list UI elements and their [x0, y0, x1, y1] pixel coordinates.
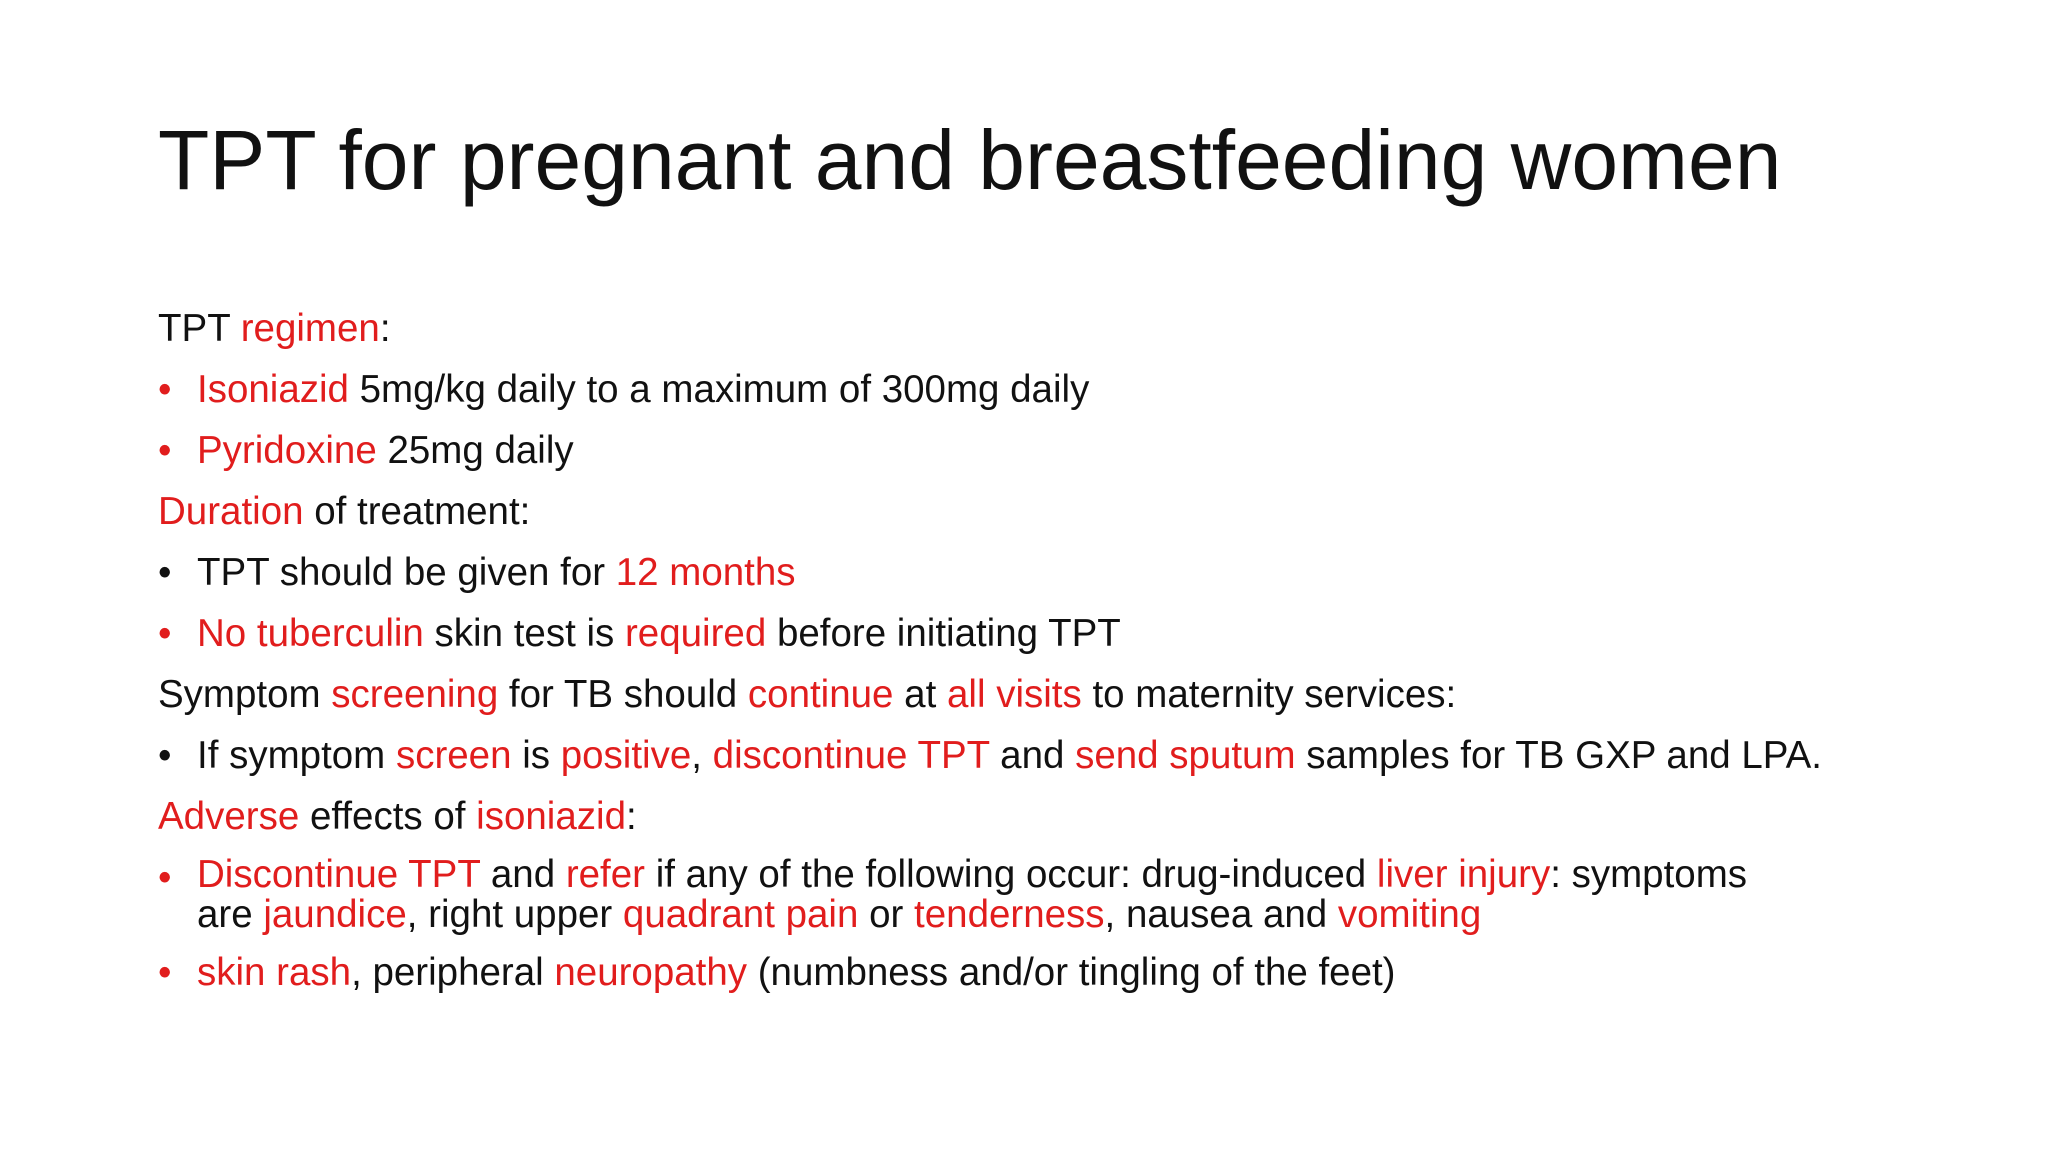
line-text [197, 855, 2018, 935]
text-segment: , [691, 734, 713, 777]
bullet-mark: • [158, 951, 172, 994]
highlighted-term: tenderness [914, 893, 1105, 936]
highlighted-term: required [624, 612, 767, 655]
bullet-item [158, 611, 2018, 657]
text-segment: is [511, 734, 561, 777]
text-segment: samples for TB GXP and LPA. [1295, 734, 1822, 777]
highlighted-term: Discontinue TPT [197, 853, 481, 896]
highlighted-term: isoniazid [476, 795, 626, 838]
text-segment: effects of [299, 795, 477, 838]
bullet-mark: • [158, 856, 172, 899]
highlighted-term: 12 months [615, 551, 796, 594]
line-text [197, 951, 1396, 994]
text-segment: TPT [158, 307, 241, 350]
text-segment: (numbness and/or tingling of the feet) [747, 951, 1396, 994]
section-heading [158, 672, 2018, 718]
text-segment: : [379, 307, 391, 350]
text-segment: If symptom [197, 734, 396, 777]
highlighted-term: Adverse [158, 795, 300, 838]
highlighted-term: continue [747, 673, 894, 716]
highlighted-term: all visits [946, 673, 1082, 716]
highlighted-term: Isoniazid [197, 368, 349, 411]
text-segment: are [197, 893, 264, 936]
text-segment: and [480, 853, 566, 896]
highlighted-term: skin rash [197, 951, 352, 994]
text-segment: , nausea and [1104, 893, 1338, 936]
highlighted-term: Duration [158, 490, 304, 533]
line-text [197, 734, 1822, 777]
highlighted-term: neuropathy [554, 951, 748, 994]
line-text [197, 551, 796, 594]
text-segment: Symptom [158, 673, 332, 716]
line-text [158, 673, 1456, 716]
highlighted-term: positive [560, 734, 692, 777]
bullet-item [158, 855, 2018, 935]
text-segment: , right upper [406, 893, 623, 936]
text-segment: before initiating TPT [766, 612, 1121, 655]
section-heading [158, 306, 2018, 352]
bullet-item [158, 367, 2018, 413]
line-text [197, 429, 574, 472]
text-segment: 25mg daily [376, 429, 574, 472]
line-text [158, 307, 391, 350]
bullet-mark: • [158, 368, 172, 411]
highlighted-term: regimen [240, 307, 380, 350]
text-segment: at [893, 673, 947, 716]
text-segment: , peripheral [351, 951, 555, 994]
text-segment: if any of the following occur: drug-induced [645, 853, 1377, 896]
bullet-item [158, 950, 2018, 996]
bullet-mark: • [158, 551, 172, 594]
bullet-mark: • [158, 429, 172, 472]
highlighted-term: vomiting [1337, 893, 1482, 936]
section-heading [158, 794, 2018, 840]
highlighted-term: screen [395, 734, 512, 777]
text-segment: of treatment: [303, 490, 531, 533]
bullet-mark: • [158, 734, 172, 777]
text-segment: or [858, 893, 915, 936]
highlighted-term: screening [331, 673, 499, 716]
line-text [197, 612, 1121, 655]
text-segment: to maternity services: [1081, 673, 1457, 716]
highlighted-term: jaundice [263, 893, 407, 936]
highlighted-term: discontinue TPT [712, 734, 990, 777]
bullet-item [158, 733, 2018, 779]
text-segment: TPT should be given for [197, 551, 616, 594]
line-text [158, 795, 637, 838]
highlighted-term: No tuberculin [197, 612, 424, 655]
highlighted-term: send sputum [1075, 734, 1296, 777]
text-segment: and [989, 734, 1076, 777]
slide-title: TPT for pregnant and breastfeeding women [158, 113, 1782, 207]
slide-body [158, 306, 2018, 1011]
text-segment: for TB should [498, 673, 748, 716]
line-text [197, 368, 1089, 411]
highlighted-term: refer [565, 853, 645, 896]
highlighted-term: quadrant pain [622, 893, 859, 936]
text-segment: : [625, 795, 637, 838]
line-text [158, 490, 530, 533]
text-segment: 5mg/kg daily to a maximum of 300mg daily [348, 368, 1090, 411]
highlighted-term: Pyridoxine [197, 429, 377, 472]
highlighted-term: liver injury [1376, 853, 1551, 896]
bullet-item [158, 550, 2018, 596]
text-segment: : symptoms [1550, 853, 1748, 896]
text-segment: skin test is [423, 612, 625, 655]
bullet-mark: • [158, 612, 172, 655]
section-heading [158, 489, 2018, 535]
bullet-item [158, 428, 2018, 474]
